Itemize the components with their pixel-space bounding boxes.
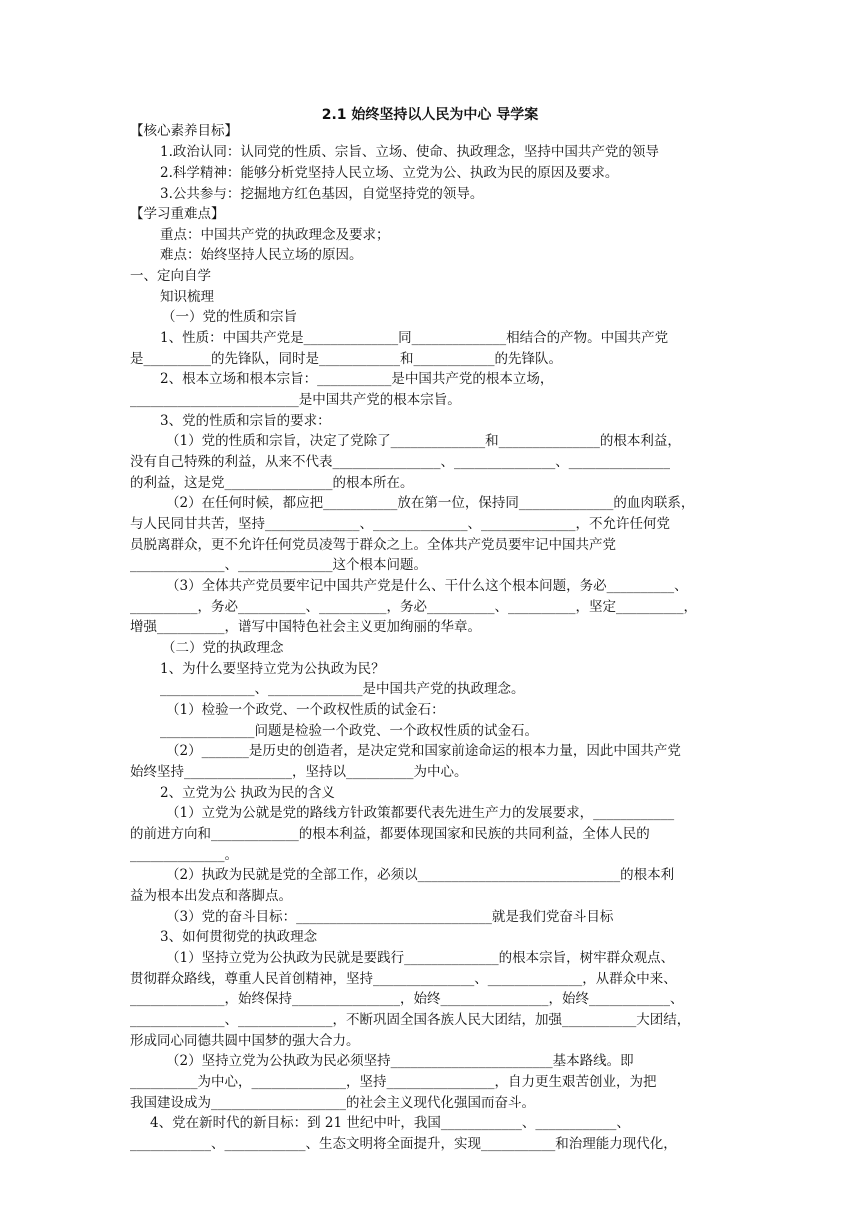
text-line: （2）坚持立党为公执政为民必须坚持________________________基本路线。即 xyxy=(166,1053,634,1069)
text-line: 是__________的先锋队，同时是____________和____________的先锋队。 xyxy=(130,351,562,367)
text-line: 2.科学精神：能够分析党坚持人民立场、立党为公、执政为民的原因及要求。 xyxy=(160,165,619,181)
subsection-heading: （二）党的执政理念 xyxy=(162,640,284,656)
subsection-heading: （一）党的性质和宗旨 xyxy=(162,309,297,325)
text-line: 益为根本出发点和落脚点。 xyxy=(130,888,292,904)
text-line: __________为中心，______________，坚持________________，自力更生艰苦创业，为把 xyxy=(130,1074,657,1090)
text-line: （1）检验一个政党、一个政权性质的试金石： xyxy=(166,702,445,718)
text-line: （1）党的性质和宗旨，决定了党除了______________和_______________的根本利益， xyxy=(166,433,681,449)
text-line: 的利益，这是党________________的根本所在。 xyxy=(130,475,414,491)
text-line: ______________、______________是中国共产党的执政理念。 xyxy=(160,681,525,697)
section-heading: 一、定向自学 xyxy=(130,268,211,284)
text-line: 的前进方向和_____________的根本利益，都要体现国家和民族的共同利益，全体人民的 xyxy=(130,826,650,842)
text-line: 员脱离群众，更不允许任何党员凌驾于群众之上。全体共产党员要牢记中国共产党 xyxy=(130,537,616,553)
text-line: （2）在任何时候，都应把___________放在第一位，保持同______________的血肉联系， xyxy=(166,495,695,511)
section-heading-key-points: 【学习重难点】 xyxy=(130,206,225,222)
text-line: 重点：中国共产党的执政理念及要求； xyxy=(160,227,390,243)
text-line: （2）执政为民就是党的全部工作，必须以______________________________的根本利 xyxy=(166,867,675,883)
text-line: 始终坚持________________，坚持以__________为中心。 xyxy=(130,764,468,780)
text-line: 形成同心同德共圆中国梦的强大合力。 xyxy=(130,1033,360,1049)
text-line: ______________、______________，不断巩固全国各族人民大团结，加强___________大团结， xyxy=(130,1012,691,1028)
text-line: ______________，始终保持________________，始终________________，始终____________、 xyxy=(130,991,684,1007)
text-line: 3、党的性质和宗旨的要求： xyxy=(160,413,331,429)
text-line: 1.政治认同：认同党的性质、宗旨、立场、使命、执政理念，坚持中国共产党的领导 xyxy=(160,144,659,160)
text-line: （3）党的奋斗目标：_____________________________就是我们党奋斗目标 xyxy=(166,909,614,925)
text-line: ____________、____________、生态文明将全面提升，实现___________和治理能力现代化， xyxy=(130,1136,677,1152)
text-line: 3、如何贯彻党的执政理念 xyxy=(160,929,318,945)
text-line: ______________、______________这个根本问题。 xyxy=(130,557,427,573)
text-line: 增强__________，谱写中国特色社会主义更加绚丽的华章。 xyxy=(130,619,481,635)
text-line: _________________________是中国共产党的根本宗旨。 xyxy=(130,392,461,408)
text-line: 知识梳理 xyxy=(160,289,214,305)
document-title: 2.1 始终坚持以人民为中心 导学案 xyxy=(321,107,539,123)
text-line: 1、为什么要坚持立党为公执政为民？ xyxy=(160,661,385,677)
text-line: （1）立党为公就是党的路线方针政策都要代表先进生产力的发展要求，____________ xyxy=(166,805,675,821)
text-line: 3.公共参与：挖掘地方红色基因，自觉坚持党的领导。 xyxy=(160,186,484,202)
text-line: 与人民同甘共苦，坚持______________、______________、______________，不允许任何党 xyxy=(130,516,670,532)
text-line: 2、根本立场和根本宗旨：___________是中国共产党的根本立场， xyxy=(160,371,554,387)
text-line: （1）坚持立党为公执政为民就是要践行______________的根本宗旨，树牢群众观点、 xyxy=(166,950,675,966)
text-line: 没有自己特殊的利益，从来不代表________________、_______________、_______________ xyxy=(130,454,670,470)
text-line: 1、性质：中国共产党是______________同______________相结合的产物。中国共产党 xyxy=(160,330,669,346)
text-line: ______________。 xyxy=(130,847,238,863)
text-line: （3）全体共产党员要牢记中国共产党是什么、干什么这个根本问题，务必__________、 xyxy=(166,578,688,594)
text-line: 难点：始终坚持人民立场的原因。 xyxy=(160,247,363,263)
text-line: 4、党在新时代的新目标：到 21 世纪中叶，我国____________、____________、 xyxy=(150,1115,630,1131)
text-line: ______________问题是检验一个政党、一个政权性质的试金石。 xyxy=(160,723,538,739)
text-line: 贯彻群众路线，尊重人民首创精神，坚持_______________、______________，从群众中来、 xyxy=(130,971,677,987)
section-heading-goals: 【核心素养目标】 xyxy=(130,123,238,139)
text-line: 2、立党为公 执政为民的含义 xyxy=(160,785,335,801)
text-line: __________，务必__________、__________，务必__________、__________，坚定__________， xyxy=(130,599,697,615)
text-line: （2）_______是历史的创造者，是决定党和国家前途命运的根本力量，因此中国共产党 xyxy=(166,743,681,759)
text-line: 我国建设成为____________________的社会主义现代化强国而奋斗。 xyxy=(130,1095,535,1111)
